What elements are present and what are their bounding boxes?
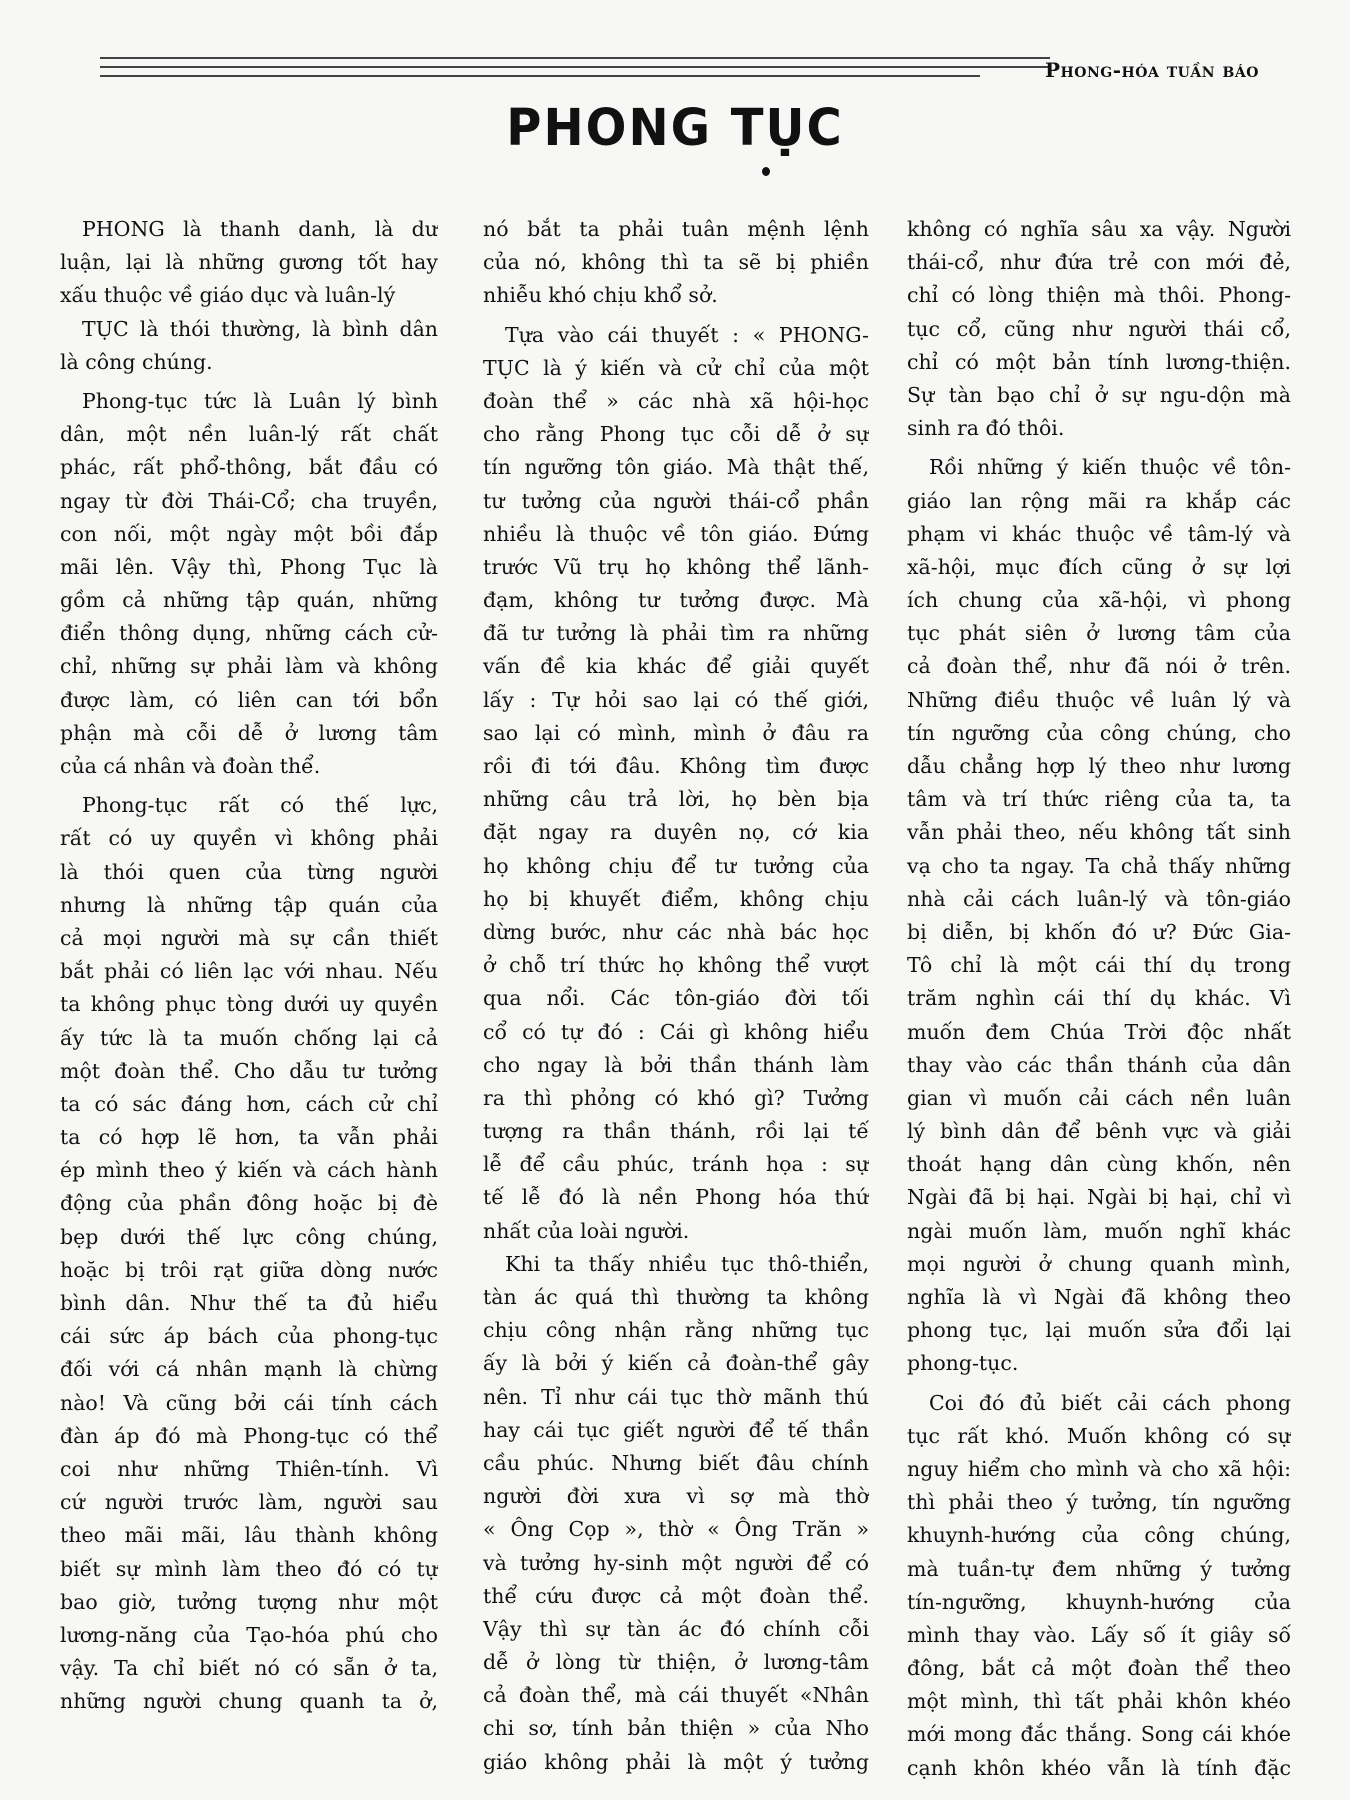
text-line: đặt ngay ra duyên nọ, cớ kia — [483, 820, 869, 845]
text-line: là thói quen của từng người — [60, 859, 438, 884]
text-line: dừng bước, như các nhà bác học — [483, 919, 869, 944]
text-line: ép mình theo ý kiến và cách hành — [60, 1158, 438, 1183]
text-line: nghĩa là vì Ngài đã không theo — [907, 1285, 1291, 1309]
text-line: luận, lại là những gương tốt hay — [60, 250, 438, 275]
text-line: cả đoàn thể, mà cái thuyết «Nhân — [483, 1683, 869, 1708]
text-line: họ bị khuyết điểm, không chịu — [483, 886, 869, 911]
text-line: cứ người trước làm, người sau — [60, 1490, 438, 1515]
text-line: trước Vũ trụ họ không thể lãnh- — [483, 554, 869, 579]
text-line: những câu trả lời, họ bèn bịa — [483, 787, 869, 812]
text-line: dẫu chẳng hợp lý theo như lương — [907, 754, 1291, 778]
text-line: Coi đó đủ biết cải cách phong — [929, 1390, 1291, 1415]
text-line: ta không phục tòng dưới uy quyền — [60, 992, 438, 1017]
text-line: bình dân. Như thế ta đủ hiểu — [60, 1291, 438, 1315]
text-line: tàn ác quá thì thường ta không — [483, 1285, 869, 1309]
header-rule — [100, 57, 1050, 59]
text-line: tượng ra thần thánh, rồi lại tế — [483, 1119, 869, 1144]
text-line: là công chúng. — [60, 349, 213, 374]
text-line: thái-cổ, như đứa trẻ con mới đẻ, — [907, 250, 1291, 275]
text-line: một mình, thì tất phải khôn khéo — [907, 1689, 1291, 1714]
text-line: Phong-tục tức là Luân lý bình — [82, 388, 438, 413]
text-line: Vậy thì sự tàn ác đó chính cỗi — [483, 1616, 869, 1641]
text-line: ra thì phỏng có khó gì? Tưởng — [483, 1085, 869, 1110]
text-line: tín ngưỡng tôn giáo. Mà thật thế, — [483, 455, 869, 480]
text-line: theo mãi mãi, lâu thành không — [60, 1523, 438, 1548]
text-line: cạnh khôn khéo vẫn là tính đặc — [907, 1755, 1291, 1780]
text-line: cổ có tự đó : Cái gì không hiểu — [483, 1019, 869, 1044]
text-line: nó bắt ta phải tuân mệnh lệnh — [483, 217, 869, 241]
text-line: lương-năng của Tạo-hóa phú cho — [60, 1622, 438, 1647]
text-line: thể cứu được cả một đoàn thể. — [483, 1583, 869, 1608]
text-line: ta có sác đáng hơn, cách cử chỉ — [60, 1091, 438, 1116]
text-line: tâm và trí thức riêng của ta, ta — [907, 787, 1291, 812]
text-line: muốn đem Chúa Trời độc nhất — [907, 1019, 1291, 1044]
text-line: khuynh-hướng của công chúng, — [907, 1523, 1291, 1548]
text-line: cả mọi người mà sự cần thiết — [60, 925, 438, 950]
text-line: đối với cá nhân mạnh là chừng — [60, 1357, 438, 1382]
text-line: ấy tức là ta muốn chống lại cả — [60, 1025, 438, 1050]
text-line: tư tưởng của người thái-cổ phần — [483, 488, 869, 513]
text-line: tục phát siên ở lương tâm của — [907, 621, 1291, 646]
text-line: dân, một nền luân-lý rất chất — [60, 422, 438, 447]
text-line: lý bình dân để bênh vực và giải — [907, 1119, 1291, 1144]
text-line: vậy. Ta chỉ biết nó có sẵn ở ta, — [60, 1656, 438, 1681]
text-line: cả đoàn thể, như đã nói ở trên. — [907, 654, 1291, 679]
header-rule — [100, 75, 980, 77]
header-rule — [100, 66, 1050, 68]
text-line: gian vì muốn cải cách nền luân — [907, 1085, 1291, 1110]
text-line: đàn áp đó mà Phong-tục có thể — [60, 1423, 438, 1448]
text-line: đã tư tưởng là phải tìm ra những — [483, 621, 869, 646]
text-line: đoàn thể » các nhà xã hội-học — [483, 388, 869, 413]
text-line: hoặc bị trôi rạt giữa dòng nước — [60, 1257, 438, 1282]
text-line: ở chỗ trí thức họ không thể vượt — [483, 953, 869, 978]
text-line: bị diễn, bị khốn đó ư? Đức Gia- — [907, 919, 1291, 944]
text-line: nên. Tỉ như cái tục thờ mãnh thú — [483, 1384, 869, 1409]
text-line: chịu công nhận rằng những tục — [483, 1318, 869, 1343]
text-line: được làm, có liên can tới bổn — [60, 687, 438, 712]
text-line: chỉ có một bản tính lương-thiện. — [907, 349, 1291, 374]
text-line: vạ cho ta ngay. Ta chả thấy những — [907, 853, 1291, 878]
article-column-3 — [907, 213, 1291, 1785]
text-line: cho ngay là bởi thần thánh làm — [483, 1052, 869, 1077]
text-line: gồm cả những tập quán, những — [60, 588, 438, 613]
text-line: tín ngưỡng của công chúng, cho — [907, 720, 1291, 745]
text-line: đạm, không tư tưởng được. Mà — [483, 588, 869, 613]
text-line: ngài muốn làm, muốn nghĩ khác — [907, 1218, 1291, 1243]
text-line: giáo lan rộng mãi ra khắp các — [907, 488, 1291, 513]
text-line: nhà cải cách luân-lý và tôn-giáo — [907, 886, 1291, 911]
text-line: vẫn phải theo, nếu không tất sinh — [907, 820, 1291, 845]
text-line: Phong-tục rất có thế lực, — [82, 793, 438, 818]
text-line: của cá nhân và đoàn thể. — [60, 754, 321, 778]
text-line: sinh ra đó thôi. — [907, 416, 1065, 441]
text-line: thì phải theo ý tưởng, tín ngưỡng — [907, 1490, 1291, 1515]
text-line: mọi người ở chung quanh mình, — [907, 1251, 1291, 1276]
text-line: mình thay vào. Lấy số ít giây số — [907, 1622, 1291, 1647]
text-line: Sự tàn bạo chỉ ở sự ngu-dộn mà — [907, 382, 1291, 407]
text-line: những người chung quanh ta ở, — [60, 1689, 438, 1714]
text-line: PHONG là thanh danh, là dư — [82, 217, 438, 241]
text-line: phận mà cỗi dễ ở lương tâm — [60, 720, 438, 745]
text-line: Rồi những ý kiến thuộc về tôn- — [929, 455, 1291, 480]
text-line: « Ông Cọp », thờ « Ông Trăn » — [483, 1517, 869, 1542]
text-line: tục rất khó. Muốn không có sự — [907, 1423, 1291, 1448]
text-line: mà tuần-tự đem những ý tưởng — [907, 1556, 1291, 1581]
text-line: bao giờ, tưởng tượng như một — [60, 1589, 438, 1614]
text-line: nhiều là thuộc về tôn giáo. Đứng — [483, 521, 869, 546]
text-line: mãi lên. Vậy thì, Phong Tục là — [60, 554, 438, 579]
text-line: Ngài đã bị hại. Ngài bị hại, chỉ vì — [907, 1185, 1291, 1210]
text-line: của nó, không thì ta sẽ bị phiền — [483, 250, 869, 275]
text-line: xấu thuộc về giáo dục và luân-lý — [60, 283, 396, 308]
text-line: TỤC là thói thường, là bình dân — [82, 316, 438, 341]
text-line: thoát hạng dân cùng khốn, nên — [907, 1152, 1291, 1177]
header-rules — [100, 55, 1050, 85]
text-line: Những điều thuộc về luân lý và — [907, 687, 1291, 712]
text-line: lễ để cầu phúc, tránh họa : sự — [483, 1152, 869, 1177]
text-line: nhất của loài người. — [483, 1218, 690, 1243]
text-line: chi sơ, tính bản thiện » của Nho — [483, 1716, 869, 1741]
article-column-1 — [60, 213, 438, 1718]
text-line: không có nghĩa sâu xa vậy. Người — [907, 217, 1291, 241]
article-title: PHONG TỤC — [506, 98, 844, 158]
text-line: rồi đi tới đâu. Không tìm được — [483, 754, 869, 778]
text-line: bắt phải có liên lạc với nhau. Nếu — [60, 959, 438, 984]
text-line: ngay từ đời Thái-Cổ; cha truyền, — [60, 488, 438, 513]
text-line: bẹp dưới thế lực công chúng, — [60, 1224, 438, 1249]
text-line: tế lễ đó là nền Phong hóa thứ — [483, 1185, 869, 1210]
text-line: rất có uy quyền vì không phải — [60, 826, 438, 851]
text-line: chỉ có lòng thiện mà thôi. Phong- — [907, 283, 1291, 308]
text-line: nguy hiểm cho mình và cho xã hội: — [907, 1456, 1291, 1481]
text-line: người đời xưa vì sợ mà thờ — [483, 1484, 869, 1509]
text-line: hay cái tục giết người để tế thần — [483, 1417, 869, 1442]
text-line: lấy : Tự hỏi sao lại có thế giới, — [483, 687, 869, 712]
text-line: Khi ta thấy nhiều tục thô-thiển, — [505, 1251, 869, 1276]
text-line: nào! Và cũng bởi cái tính cách — [60, 1390, 438, 1415]
text-line: coi như những Thiên-tính. Vì — [60, 1456, 438, 1481]
text-line: tục cổ, cũng như người thái cổ, — [907, 316, 1291, 341]
text-line: cho rằng Phong tục cỗi dễ ở sự — [483, 422, 869, 447]
text-line: chỉ, những sự phải làm và không — [60, 654, 438, 679]
text-line: Tô chỉ là một cái thí dụ trong — [907, 953, 1291, 978]
text-line: đông, bắt cả một đoàn thể theo — [907, 1656, 1291, 1681]
text-line: giáo không phải là một ý tưởng — [483, 1749, 869, 1774]
text-line: nhiễu khó chịu khổ sở. — [483, 283, 718, 308]
text-line: qua nổi. Các tôn-giáo đời tối — [483, 986, 869, 1011]
text-line: tín-ngưỡng, khuynh-hướng của — [907, 1589, 1291, 1614]
masthead: Phong-hóa tuần báo — [1045, 58, 1259, 82]
text-line: TỤC là ý kiến và cử chỉ của một — [483, 355, 869, 380]
text-line: nhưng là những tập quán của — [60, 892, 438, 917]
text-line: sao lại có mình, mình ở đâu ra — [483, 720, 869, 745]
text-line: biết sự mình làm theo đó có tự — [60, 1556, 438, 1581]
text-line: Tựa vào cái thuyết : « PHONG- — [505, 322, 869, 347]
text-line: và tưởng hy-sinh một người để có — [483, 1550, 869, 1575]
text-line: động của phần đông hoặc bị đè — [60, 1191, 438, 1216]
text-line: họ không chịu để tư tưởng của — [483, 853, 869, 878]
text-line: phong-tục. — [907, 1351, 1019, 1376]
text-line: dễ ở lòng từ thiện, ở lương-tâm — [483, 1650, 869, 1675]
text-line: phong tục, lại muốn sửa đổi lại — [907, 1318, 1291, 1343]
text-line: vấn đề kia khác để giải quyết — [483, 654, 869, 679]
text-line: con nối, một ngày một bồi đắp — [60, 521, 438, 546]
title-ornament-dot — [762, 167, 770, 176]
text-line: thay vào các thần thánh của dân — [907, 1052, 1291, 1077]
text-line: xã-hội, mục đích cũng ở sự lợi — [907, 554, 1291, 579]
text-line: cái sức áp bách của phong-tục — [60, 1324, 438, 1349]
text-line: ích chung của xã-hội, vì phong — [907, 588, 1291, 613]
text-line: mới mong đắc thắng. Song cái khóe — [907, 1722, 1291, 1747]
text-line: phác, rất phổ-thông, bắt đầu có — [60, 455, 438, 480]
text-line: một đoàn thể. Cho dẫu tư tưởng — [60, 1058, 438, 1083]
text-line: phạm vi khác thuộc về tâm-lý và — [907, 521, 1291, 546]
text-line: trăm nghìn cái thí dụ khác. Vì — [907, 986, 1291, 1011]
text-line: cầu phúc. Nhưng biết đâu chính — [483, 1450, 869, 1475]
text-line: ấy là bởi ý kiến cả đoàn-thể gây — [483, 1351, 869, 1376]
text-line: ta có hợp lẽ hơn, ta vẫn phải — [60, 1125, 438, 1150]
article-column-2 — [483, 213, 869, 1779]
text-line: điển thông dụng, những cách cử- — [60, 621, 438, 646]
